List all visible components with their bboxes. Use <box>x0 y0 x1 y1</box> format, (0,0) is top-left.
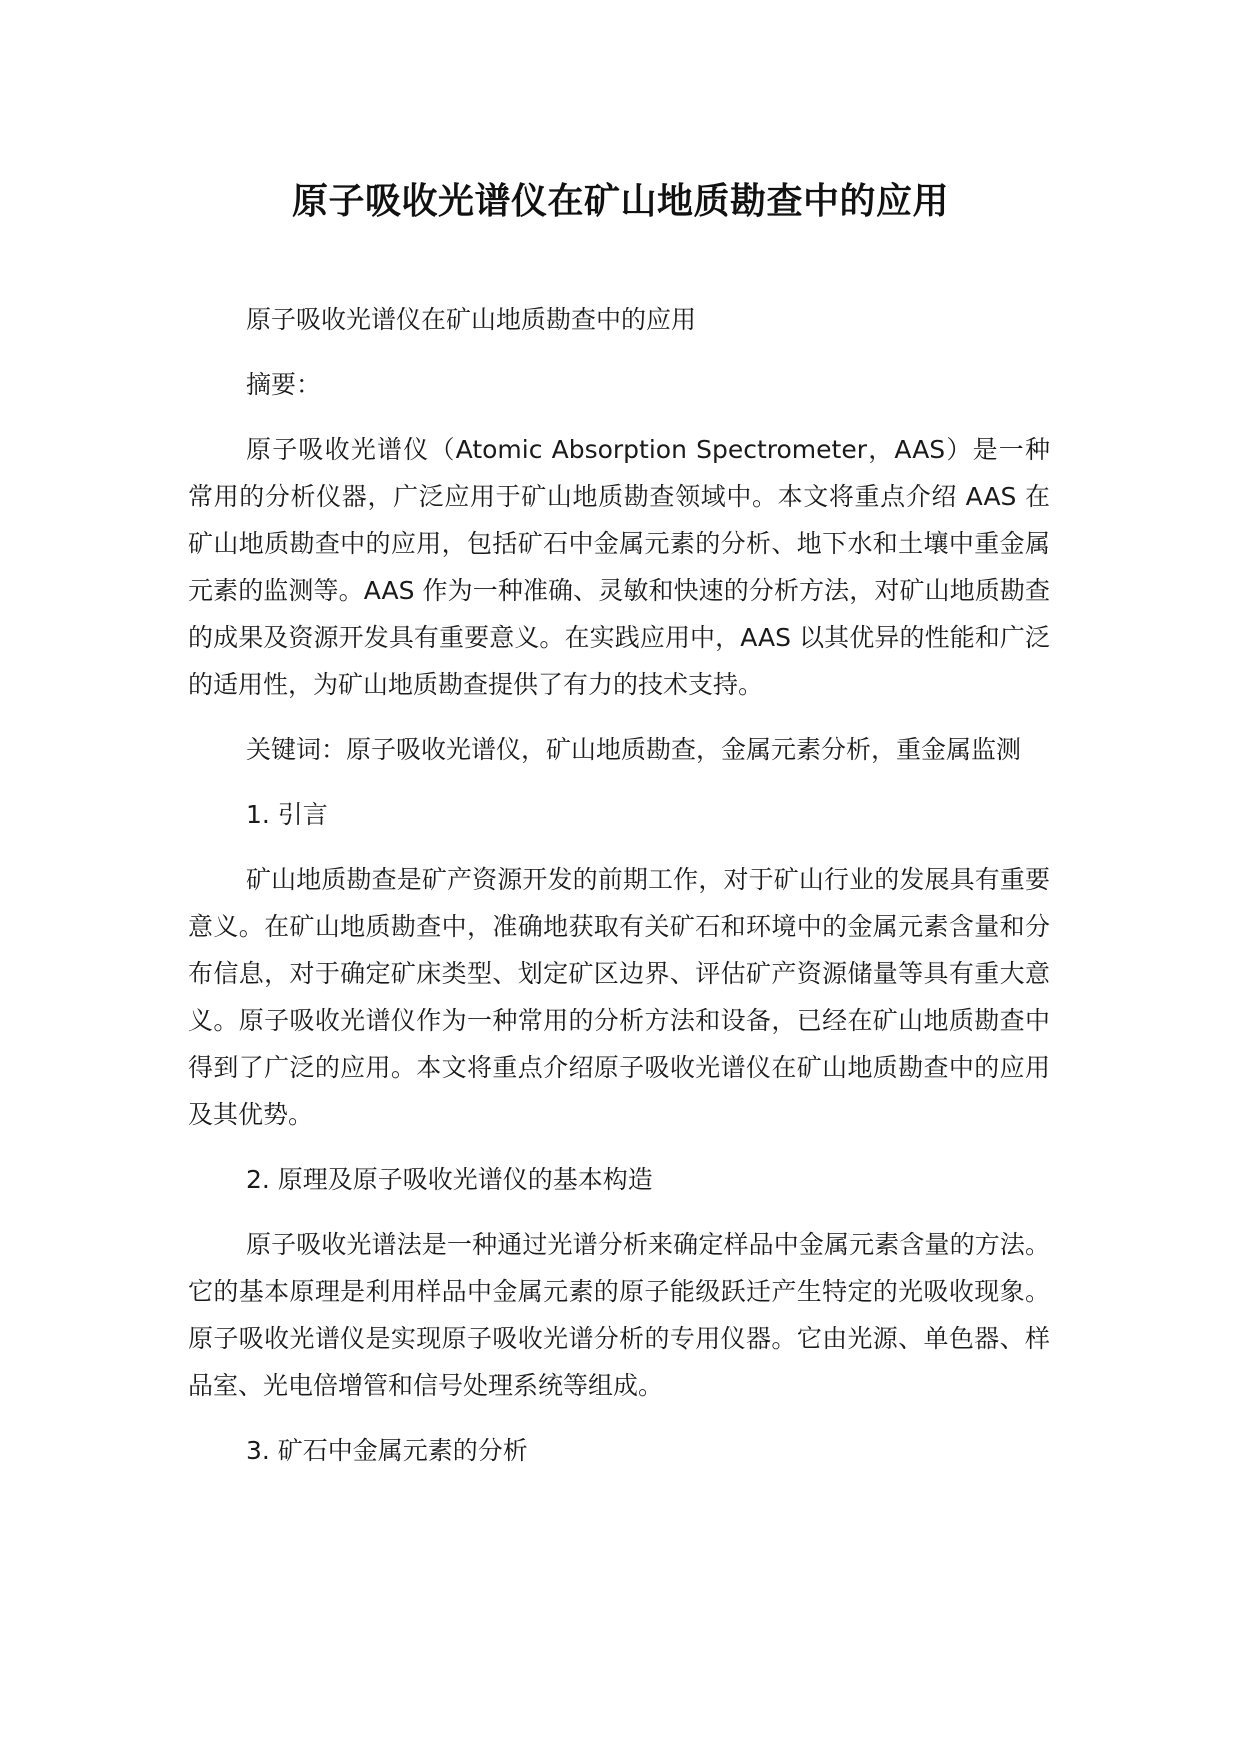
introduction-paragraph: 矿山地质勘查是矿产资源开发的前期工作，对于矿山行业的发展具有重要意义。在矿山地质勘查中，准确地获取有关矿石和环境中的金属元素含量和分布信息，对于确定矿床类型、划定矿区边界、评估矿产资源储量等具有重大意义。原子吸收光谱仪作为一种常用的分析方法和设备，已经在矿山地质勘查中得到了广泛的应用。本文将重点介绍原子吸收光谱仪在矿山地质勘查中的应用及其优势。 <box>188 865 1050 1129</box>
document-body <box>188 296 1050 1492</box>
section-heading-principle: 2. 原理及原子吸收光谱仪的基本构造 <box>246 1165 653 1194</box>
abstract-paragraph: 原子吸收光谱仪（Atomic Absorption Spectrometer，AAS）是一种常用的分析仪器，广泛应用于矿山地质勘查领域中。本文将重点介绍 AAS 在矿山地质勘查中的应用，包括矿石中金属元素的分析、地下水和土壤中重金属元素的监测等。AAS 作为一种准确、灵敏和快速的分析方法，对矿山地质勘查的成果及资源开发具有重要意义。在实践应用中，AAS 以其优异的性能和广泛的适用性，为矿山地质勘查提供了有力的技术支持。 <box>188 435 1050 699</box>
abstract-heading: 摘要： <box>246 370 322 399</box>
section-heading-ore-analysis: 3. 矿石中金属元素的分析 <box>246 1436 528 1465</box>
keywords-paragraph: 关键词：原子吸收光谱仪，矿山地质勘查，金属元素分析，重金属监测 <box>246 735 1022 764</box>
section-heading-introduction: 1. 引言 <box>246 800 328 829</box>
subtitle-paragraph: 原子吸收光谱仪在矿山地质勘查中的应用 <box>246 305 697 334</box>
document-title: 原子吸收光谱仪在矿山地质勘查中的应用 <box>291 181 949 222</box>
principle-paragraph: 原子吸收光谱法是一种通过光谱分析来确定样品中金属元素含量的方法。它的基本原理是利用样品中金属元素的原子能级跃迁产生特定的光吸收现象。原子吸收光谱仪是实现原子吸收光谱分析的专用仪器。它由光源、单色器、样品室、光电倍增管和信号处理系统等组成。 <box>188 1230 1050 1400</box>
